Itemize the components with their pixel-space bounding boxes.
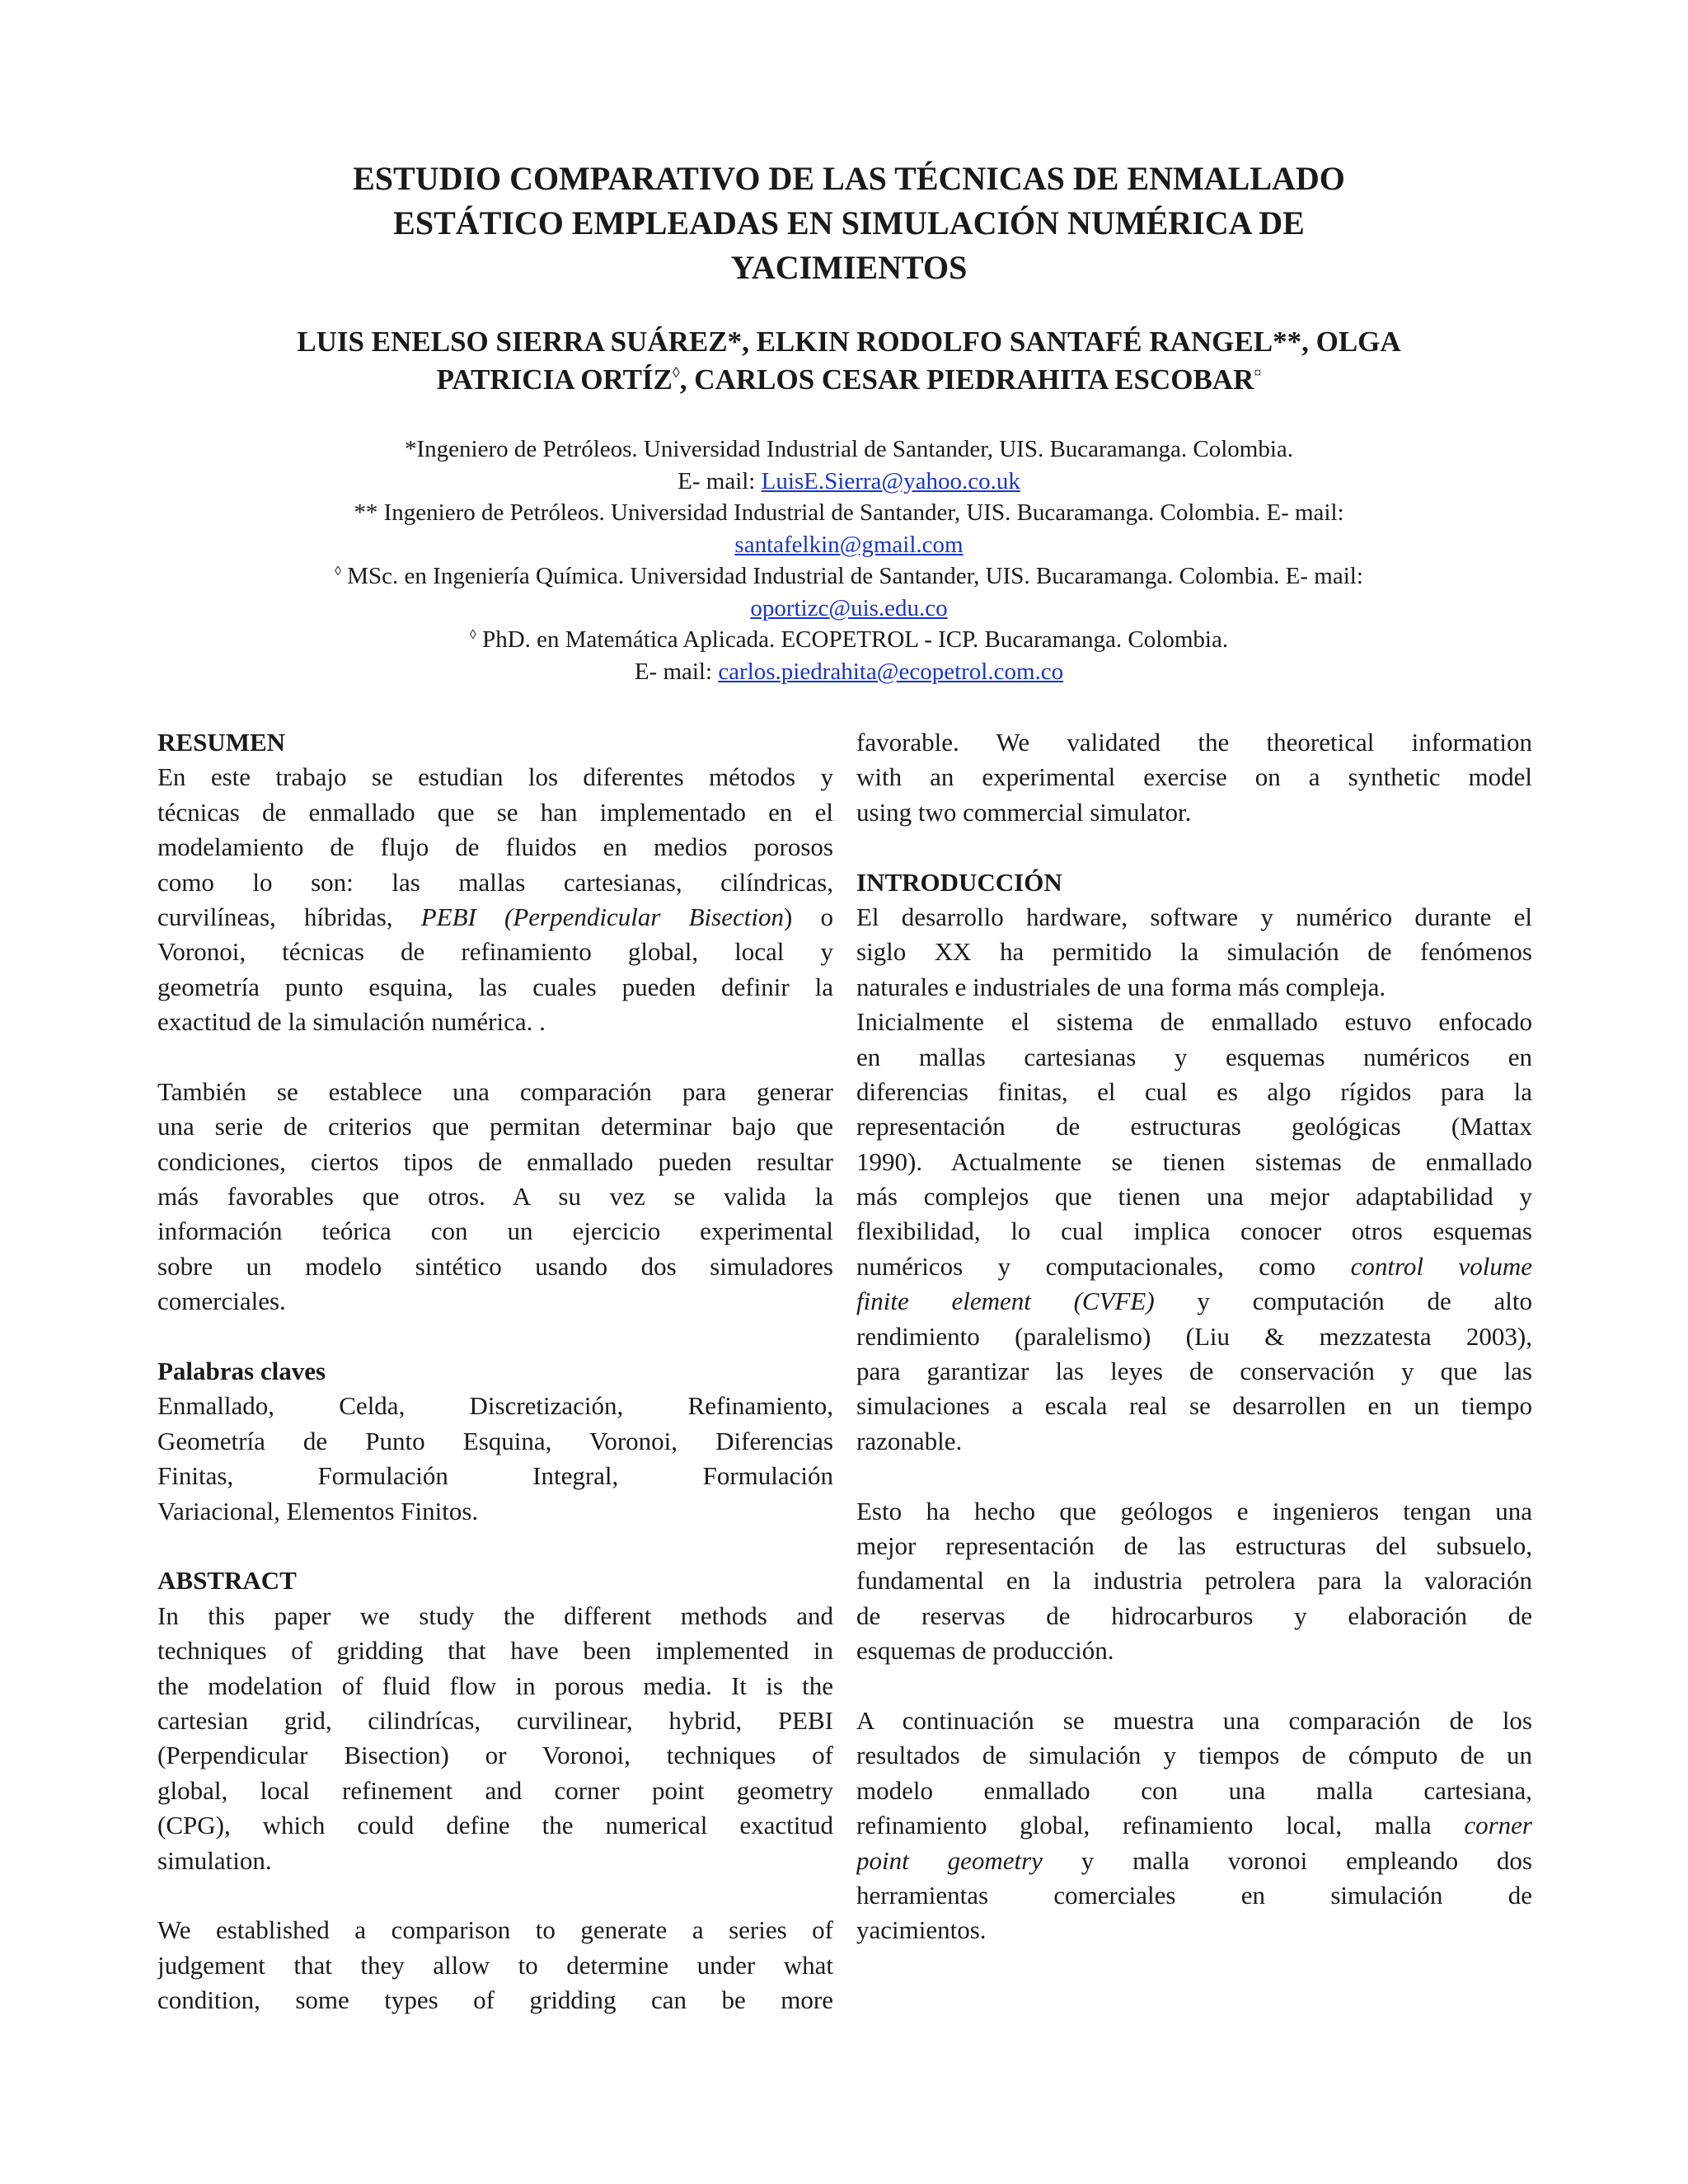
italic-term: PEBI (Perpendicular Bisection	[420, 902, 784, 931]
text-span: ) o	[783, 902, 833, 931]
text-line: techniques of gridding that have been implemented in	[157, 1636, 833, 1666]
text-line: Esto ha hecho que geólogos e ingenieros tengan una	[856, 1496, 1532, 1526]
text-line	[856, 1249, 1532, 1284]
text-line: 1990). Actualmente se tienen sistemas de enmallado	[856, 1146, 1532, 1176]
text-line: Variacional, Elementos Finitos.	[157, 1496, 479, 1526]
text-line: condition, some types of gridding can be more	[157, 1985, 833, 2015]
text-line: Inicialmente el sistema de enmallado estuvo enfocado	[856, 1007, 1532, 1037]
paper-title	[124, 157, 1574, 290]
text-line: representación de estructuras geológicas (Mattax	[856, 1112, 1532, 1141]
text-line: favorable. We validated the theoretical information	[856, 728, 1532, 757]
italic-term: finite element (CVFE)	[856, 1286, 1155, 1316]
affiliation-mark: ◊	[335, 565, 342, 579]
text-line: herramientas comerciales en simulación de	[856, 1880, 1532, 1910]
affiliation-mark: ◊	[469, 628, 476, 642]
text-line: razonable.	[856, 1426, 963, 1455]
text-line: fundamental en la industria petrolera para la valoración	[856, 1566, 1532, 1596]
text-line: with an experimental exercise on a synthetic model	[856, 762, 1532, 792]
email-link[interactable]: santafelkin@gmail.com	[734, 531, 964, 558]
affiliation-text: MSc. en Ingeniería Química. Universidad Industrial de Santander, UIS. Bucaramanga. Colombia. E- mail:	[341, 563, 1363, 589]
email-link[interactable]: carlos.piedrahita@ecopetrol.com.co	[718, 658, 1064, 685]
text-line: más complejos que tienen una mejor adaptabilidad y	[856, 1182, 1532, 1212]
text-span: y computación de alto	[1154, 1286, 1532, 1316]
text-line: Enmallado, Celda, Discretización, Refinamiento,	[157, 1391, 833, 1421]
text-line: global, local refinement and corner point geometry	[157, 1775, 833, 1805]
text-line: como lo son: las mallas cartesianas, cilíndricas,	[157, 867, 833, 897]
email-label: E- mail:	[678, 467, 762, 494]
title-line: ESTUDIO COMPARATIVO DE LAS TÉCNICAS DE ENMALLADO	[353, 160, 1345, 197]
email-link[interactable]: oportizc@uis.edu.co	[750, 594, 948, 621]
text-line: cartesian grid, cilindrícas, curvilinear, hybrid, PEBI	[157, 1705, 833, 1735]
text-line: Finitas, Formulación Integral, Formulación	[157, 1461, 833, 1491]
section-heading-resumen: RESUMEN	[157, 728, 286, 757]
text-line: We established a comparison to generate a series of	[157, 1915, 833, 1945]
text-line: una serie de criterios que permitan determinar bajo que	[157, 1112, 833, 1141]
author-mark: ¤	[1254, 364, 1262, 381]
paragraph-gap	[856, 830, 1532, 865]
text-line: En este trabajo se estudian los diferentes métodos y	[157, 762, 833, 792]
affiliation-line	[124, 529, 1574, 561]
text-line: También se establece una comparación para generar	[157, 1076, 833, 1106]
text-line: mejor representación de las estructuras del subsuelo,	[856, 1530, 1532, 1560]
author-list	[124, 323, 1574, 399]
email-label: E- mail:	[634, 658, 719, 685]
paragraph-gap	[157, 1878, 833, 1913]
left-column	[157, 725, 833, 2018]
text-span: refinamiento global, refinamiento local, malla	[856, 1811, 1465, 1840]
text-line: using two commercial simulator.	[856, 797, 1192, 827]
text-line: resultados de simulación y tiempos de cómputo de un	[856, 1741, 1532, 1770]
text-line: de reservas de hidrocarburos y elaboración de	[856, 1601, 1532, 1630]
affiliation-line	[124, 624, 1574, 656]
text-span: curvilíneas, híbridas,	[157, 902, 421, 931]
text-line: rendimiento (paralelismo) (Liu & mezzatesta 2003),	[856, 1321, 1532, 1351]
affiliation-line	[124, 656, 1574, 688]
affiliation-line	[124, 466, 1574, 498]
affiliation-text: PhD. en Matemática Aplicada. ECOPETROL - ICP. Bucaramanga. Colombia.	[476, 626, 1229, 653]
affiliation-line	[124, 560, 1574, 593]
text-line: en mallas cartesianas y esquemas numéricos en	[856, 1042, 1532, 1071]
text-line: más favorables que otros. A su vez se valida la	[157, 1182, 833, 1212]
text-line: judgement that they allow to determine under what	[157, 1950, 833, 1980]
author-mark: ◊	[672, 364, 680, 381]
text-line: exactitud de la simulación numérica. .	[157, 1007, 546, 1037]
right-column	[856, 725, 1532, 1948]
authors-line: , CARLOS CESAR PIEDRAHITA ESCOBAR	[679, 363, 1254, 396]
email-link[interactable]: LuisE.Sierra@yahoo.co.uk	[761, 467, 1020, 494]
text-line: (CPG), which could define the numerical exactitud	[157, 1811, 833, 1840]
text-span: y malla voronoi empleando dos	[1042, 1845, 1532, 1875]
text-line: Geometría de Punto Esquina, Voronoi, Diferencias	[157, 1426, 833, 1455]
section-heading-palabras: Palabras claves	[157, 1357, 326, 1386]
text-line: (Perpendicular Bisection) or Voronoi, techniques of	[157, 1741, 833, 1770]
text-line: sobre un modelo sintético usando dos simuladores	[157, 1251, 833, 1281]
text-line: flexibilidad, lo cual implica conocer otros esquemas	[856, 1216, 1532, 1246]
authors-line: LUIS ENELSO SIERRA SUÁREZ*, ELKIN RODOLFO SANTAFÉ RANGEL**, OLGA	[297, 326, 1401, 358]
text-line: técnicas de enmallado que se han implementado en el	[157, 797, 833, 827]
text-span: numéricos y computacionales, como	[856, 1251, 1351, 1281]
text-line: para garantizar las leyes de conservación y que las	[856, 1357, 1532, 1386]
text-line: simulaciones a escala real se desarrollen en un tiempo	[856, 1391, 1532, 1421]
italic-term: corner	[1464, 1811, 1532, 1840]
text-line: In this paper we study the different methods and	[157, 1601, 833, 1630]
title-line: ESTÁTICO EMPLEADAS EN SIMULACIÓN NUMÉRICA DE	[393, 204, 1305, 241]
italic-term: point geometry	[856, 1845, 1043, 1875]
italic-term: control volume	[1350, 1251, 1532, 1281]
text-line: esquemas de producción.	[856, 1636, 1114, 1666]
title-line: YACIMIENTOS	[730, 249, 968, 286]
text-line: comerciales.	[157, 1286, 286, 1316]
paragraph-gap	[157, 1319, 833, 1354]
paragraph-gap	[157, 1040, 833, 1075]
text-line: Voronoi, técnicas de refinamiento global, local y	[157, 937, 833, 967]
text-line: geometría punto esquina, las cuales pueden definir la	[157, 972, 833, 1001]
text-line: simulation.	[157, 1845, 272, 1875]
text-line: El desarrollo hardware, software y numérico durante el	[856, 902, 1532, 931]
text-line: yacimientos.	[856, 1915, 987, 1945]
text-line: condiciones, ciertos tipos de enmallado pueden resultar	[157, 1146, 833, 1176]
affiliation-line	[124, 593, 1574, 625]
text-line: naturales e industriales de una forma más compleja.	[856, 972, 1386, 1001]
text-line	[157, 900, 833, 935]
text-line	[856, 1284, 1532, 1319]
authors-line: PATRICIA ORTÍZ	[436, 363, 673, 396]
text-line: the modelation of fluid flow in porous media. It is the	[157, 1671, 833, 1700]
text-line: diferencias finitas, el cual es algo rígidos para la	[856, 1076, 1532, 1106]
paragraph-gap	[856, 1459, 1532, 1493]
section-heading-abstract: ABSTRACT	[157, 1566, 297, 1596]
text-line: información teórica con un ejercicio experimental	[157, 1216, 833, 1246]
affiliation-line: ** Ingeniero de Petróleos. Universidad Industrial de Santander, UIS. Bucaramanga. Colombia. E- mail:	[354, 499, 1344, 526]
text-line: siglo XX ha permitido la simulación de fenómenos	[856, 937, 1532, 967]
paragraph-gap	[157, 1529, 833, 1563]
text-line: modelamiento de flujo de fluidos en medios porosos	[157, 832, 833, 862]
text-line	[856, 1808, 1532, 1843]
text-line: modelo enmallado con una malla cartesiana,	[856, 1775, 1532, 1805]
text-line: A continuación se muestra una comparación de los	[856, 1705, 1532, 1735]
paragraph-gap	[856, 1669, 1532, 1704]
text-line	[856, 1844, 1532, 1878]
section-heading-introduccion: INTRODUCCIÓN	[856, 867, 1062, 897]
affiliation-line: *Ingeniero de Petróleos. Universidad Industrial de Santander, UIS. Bucaramanga. Colombia.	[405, 436, 1293, 462]
affiliations	[124, 434, 1574, 687]
